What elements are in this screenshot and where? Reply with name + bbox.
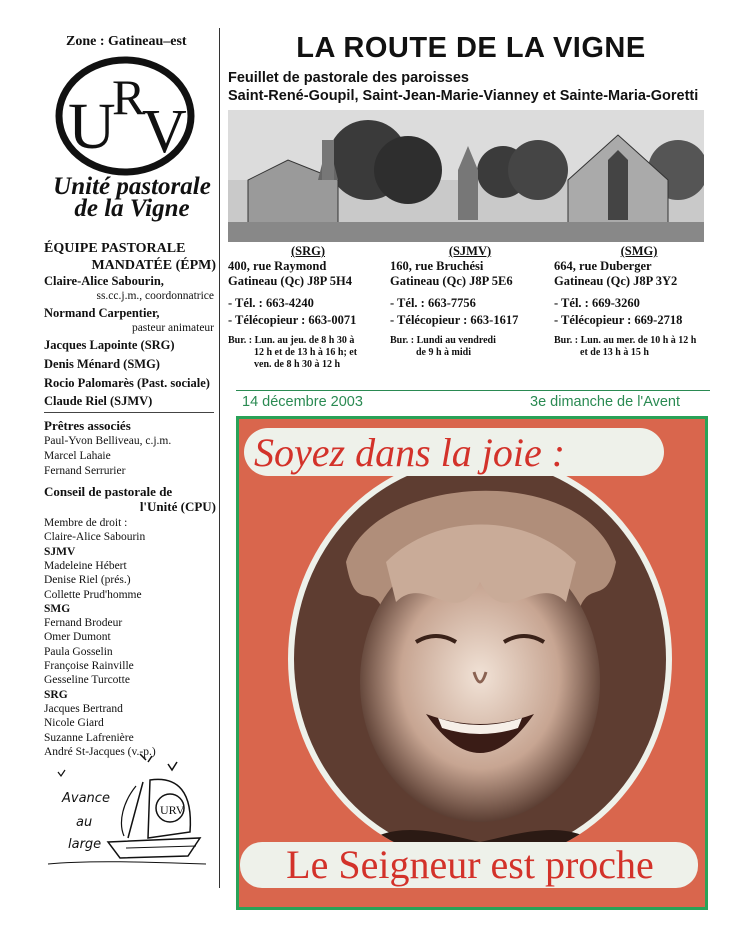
boat-text-1: Avance [62,791,110,806]
cpu-member: Paula Gosselin [44,645,113,658]
unit-name [42,173,222,222]
cpu-parish-heading: SRG [44,688,68,701]
parish-address-2: Gatineau (Qc) J8P 3Y2 [554,274,678,288]
cpu-heading [44,484,216,514]
epm-heading-line-2: MANDATÉE (ÉPM) [91,258,216,273]
parish-code: (SRG) [290,244,326,258]
poster-bottom-text: Le Seigneur est proche [286,842,654,887]
svg-text:R: R [112,69,146,125]
cpu-heading-line-1: Conseil de pastorale de [44,484,173,499]
member-role: ss.cc.j.m., coordonnatrice [96,290,214,302]
cpu-member: Françoise Rainville [44,660,134,672]
unit-name-line-1: Unité pastorale [53,173,211,200]
member-name: Rocio Palomarès (Past. sociale) [44,376,210,390]
parish-hours [390,335,550,359]
laughing-child-portrait [286,452,674,866]
zone-label: Zone : Gatineau–est [66,34,187,49]
parish-sjmv [390,244,550,359]
boat-text-2: au [76,815,93,830]
parish-hours-2: 12 h et de 13 h à 16 h; et [254,347,358,358]
parish-srg [228,244,388,371]
newsletter-title: LA ROUTE DE LA VIGNE [296,32,646,64]
parish-address-1: 664, rue Duberger [554,259,652,273]
member-name: Normand Carpentier, [44,306,160,320]
epm-member [44,376,214,391]
parish-contact [554,295,724,329]
member-name: Claude Riel (SJMV) [44,394,153,408]
poster-top-text: Soyez dans la joie : [254,430,566,475]
member-name: Denis Ménard (SMG) [44,357,160,371]
parish-tel: - Tél. : 663-7756 [390,296,476,310]
parish-hours-2: et de 13 h à 15 h [580,347,649,358]
date-rule [236,390,710,391]
cpu-heading-line-2: l'Unité (CPU) [139,499,216,514]
priests-heading: Prêtres associés [44,418,131,433]
epm-heading-line-1: ÉQUIPE PASTORALE [44,241,186,256]
parish-fax: - Télécopieur : 663-1617 [390,313,519,327]
parish-hours-1: Bur. : Lun. au mer. de 10 h à 12 h [554,335,697,346]
parish-code: (SJMV) [448,244,492,258]
urv-logo [50,56,200,176]
priest-item: Fernand Serrurier [44,465,126,477]
parish-hours-2: de 9 h à midi [416,347,472,358]
column-divider [219,28,220,888]
parish-fax: - Télécopieur : 663-0071 [228,313,357,327]
parish-address-1: 400, rue Raymond [228,259,327,273]
member-name: Claire-Alice Sabourin, [44,274,164,288]
cpu-member: Fernand Brodeur [44,617,123,630]
newsletter-subtitle-2: Saint-René-Goupil, Saint-Jean-Marie-Vianney et Sainte-Maria-Goretti [228,88,699,104]
member-name: Jacques Lapointe (SRG) [44,338,175,352]
svg-text:V: V [142,98,187,166]
parish-address-2: Gatineau (Qc) J8P 5E6 [390,274,513,288]
cpu-member: Nicole Giard [44,717,104,730]
parish-hours [228,335,388,371]
cpu-member: Madeleine Hébert [44,559,127,572]
cpu-member: Collette Prud'homme [44,588,142,601]
svg-text:U: U [68,90,116,163]
parish-contact [228,295,388,329]
epm-member [44,306,214,336]
priest-item: Marcel Lahaie [44,450,111,462]
epm-member [44,274,214,304]
cpu-member: Claire-Alice Sabourin [44,531,146,544]
churches-photo [228,110,704,242]
cpu-parish-heading: SMG [44,602,71,615]
divider [44,412,214,413]
parish-hours-1: Bur. : Lundi au vendredi [390,335,496,346]
boat-text-3: large [68,837,102,852]
unit-name-line-2: de la Vigne [74,195,190,222]
parish-contact [390,295,550,329]
parish-fax: - Télécopieur : 669-2718 [554,313,683,327]
parish-hours [554,335,724,359]
boat-illustration [28,752,208,872]
parish-hours-3: ven. de 8 h 30 à 12 h [254,359,341,370]
parish-address-1: 160, rue Bruchési [390,259,484,273]
parish-hours-1: Bur. : Lun. au jeu. de 8 h 30 à [228,335,355,346]
parish-code: (SMG) [620,244,658,258]
cpu-parish-heading: SJMV [44,545,76,558]
parish-tel: - Tél. : 669-3260 [554,296,640,310]
cpu-member: Denise Riel (prés.) [44,574,131,587]
priest-item: Paul-Yvon Belliveau, c.j.m. [44,435,172,447]
cpu-member: André St-Jacques (v.-p.) [44,745,156,758]
cpu-member: Jacques Bertrand [44,702,123,715]
epm-member [44,394,214,409]
liturgical-sunday: 3e dimanche de l'Avent [530,394,681,410]
cpu-member: Omer Dumont [44,631,111,644]
parish-address-2: Gatineau (Qc) J8P 5H4 [228,274,352,288]
cpu-member: Membre de droit : [44,517,128,529]
epm-heading [44,240,216,274]
newsletter-subtitle-1: Feuillet de pastorale des paroisses [228,70,469,86]
parish-tel: - Tél. : 663-4240 [228,296,314,310]
member-role: pasteur animateur [131,322,214,334]
epm-member [44,338,214,353]
parish-smg [554,244,724,359]
cpu-member: Gesseline Turcotte [44,674,130,687]
epm-member [44,357,214,372]
cpu-member: Suzanne Lafrenière [44,731,134,744]
boat-sail-letters: URV [160,803,185,817]
issue-date: 14 décembre 2003 [242,394,363,410]
